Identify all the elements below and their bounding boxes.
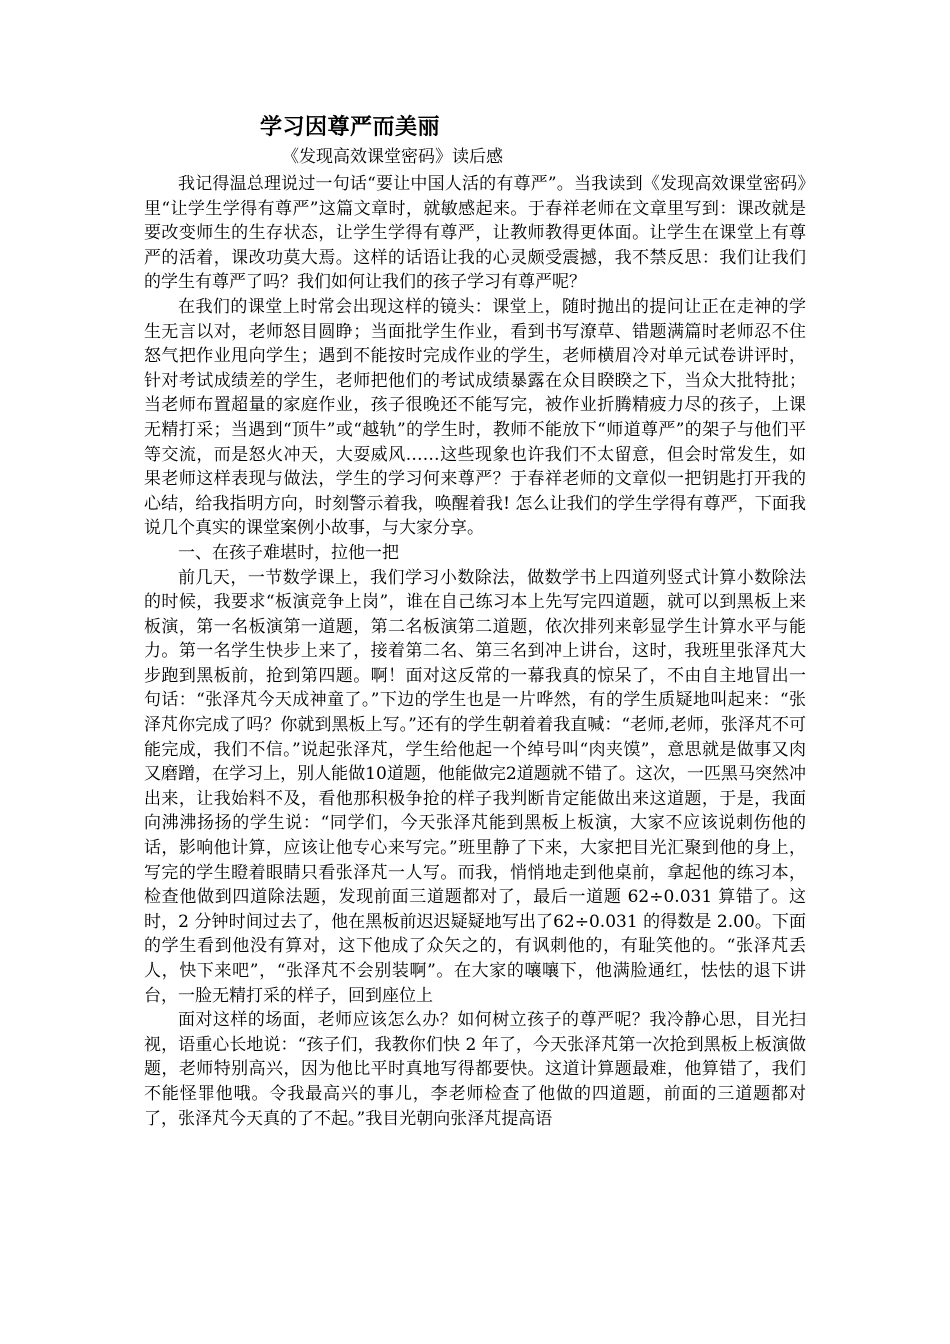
document-body: [144, 112, 806, 1131]
paragraph-response: 面对这样的场面，老师应该怎么办？如何树立孩子的尊严呢？我冷静心思，目光扫视，语重心长地说：“孩子们，我教你们快 2 年了，今天张泽芃第一次抢到黑板上板演做题，老师特别高兴，因为他比平时真地写得都要快。这道计算题最难，他算错了，我们不能怪罪他哦。令我最高兴的事儿，李老师检查了他做的四道题，前面的三道题都对了，张泽芃今天真的了不起。”我目光朝向张泽芃提高语: [144, 1010, 806, 1129]
document-subtitle: 《发现高效课堂密码》读后感: [282, 147, 503, 167]
paragraph-story: 前几天，一节数学课上，我们学习小数除法，做数学书上四道列竖式计算小数除法的时候，我要求“板演竞争上岗”，谁在自己练习本上先写完四道题，就可以到黑板上来板演，第一名板演第一道题，第二名板演第二道题，依次排列来彰显学生计算水平与能力。第一名学生快步上来了，接着第二名、第三名到冲上讲台，这时，我班里张泽芃大步跑到黑板前，抢到第四题。啊！面对这反常的一幕我真的惊呆了，不由自主地冒出一句话：“张泽芃今天成神童了。”下边的学生也是一片哗然，有的学生质疑地叫起来：“张泽芃你完成了吗？你就到黑板上写。”还有的学生朝着着我直喊：“老师,老师，张泽芃不可能完成，我们不信。”说起张泽芃，学生给他起一个绰号叫“肉夹馍”，意思就是做事又肉又磨蹭，在学习上，别人能做10道题，他能做完2道题就不错了。这次，一匹黑马突然冲出来，让我始料不及，看他那积极争抢的样子我判断肯定能做出来这道题，于是，我面向沸沸扬扬的学生说：“同学们，今天张泽芃能到黑板上板演，大家不应该说刺伤他的话，影响他计算，应该让他专心来写完。”班里静了下来，大家把目光汇聚到他的身上，写完的学生瞪着眼睛只看张泽芃一人写。而我，悄悄地走到他桌前，拿起他的练习本，检查他做到四道除法题，发现前面三道题都对了，最后一道题 62÷0.031 算错了。这时，2 分钟时间过去了，他在黑板前迟迟疑疑地写出了62÷0.031 的得数是 2.00。下面的学生看到他没有算对，这下他成了众矢之的，有讽刺他的，有耻笑他的。“张泽芃丢人，快下来吧”，“张泽芃不会别装啊”。在大家的嚷嚷下，他满脸通红，怯怯的退下讲台，一脸无精打采的样子，回到座位上: [144, 567, 806, 1006]
paragraph-classroom-scenes: 在我们的课堂上时常会出现这样的镜头：课堂上，随时抛出的提问让正在走神的学生无言以对，老师怒目圆睁；当面批学生作业，看到书写潦草、错题满篇时老师忍不住怒气把作业甩向学生；遇到不能按时完成作业的学生，老师横眉冷对单元试卷讲评时，针对考试成绩差的学生，老师把他们的考试成绩暴露在众目睽睽之下，当众大批特批；当老师布置超量的家庭作业，孩子很晚还不能写完，被作业折腾精疲力尽的孩子，上课无精打采；当遇到“顶牛”或“越轨”的学生时，教师不能放下“师道尊严”的架子与他们平等交流，而是怒火冲天，大耍威风……这些现象也许我们不太留意，但会时常发生，如果老师这样表现与做法，学生的学习何来尊严？于春祥老师的文章似一把钥匙打开我的心结，给我指明方向，时刻警示着我，唤醒着我! 怎么让我们的学生学得有尊严，下面我说几个真实的课堂案例小故事，与大家分享。: [144, 296, 806, 539]
document-title: 学习因尊严而美丽: [260, 115, 441, 140]
section-heading-1: 一、在孩子难堪时，拉他一把: [178, 542, 399, 563]
paragraph-intro: 我记得温总理说过一句话“要让中国人活的有尊严”。当我读到《发现高效课堂密码》里“让学生学得有尊严”这篇文章时，就敏感起来。于春祥老师在文章里写到：课改就是要改变师生的生存状态，让学生学得有尊严，让教师教得更体面。让学生在课堂上有尊严的活着，课改功莫大焉。这样的话语让我的心灵颇受震撼，我不禁反思：我们让我们的学生有尊严了吗？我们如何让我们的孩子学习有尊严呢？: [144, 174, 806, 293]
